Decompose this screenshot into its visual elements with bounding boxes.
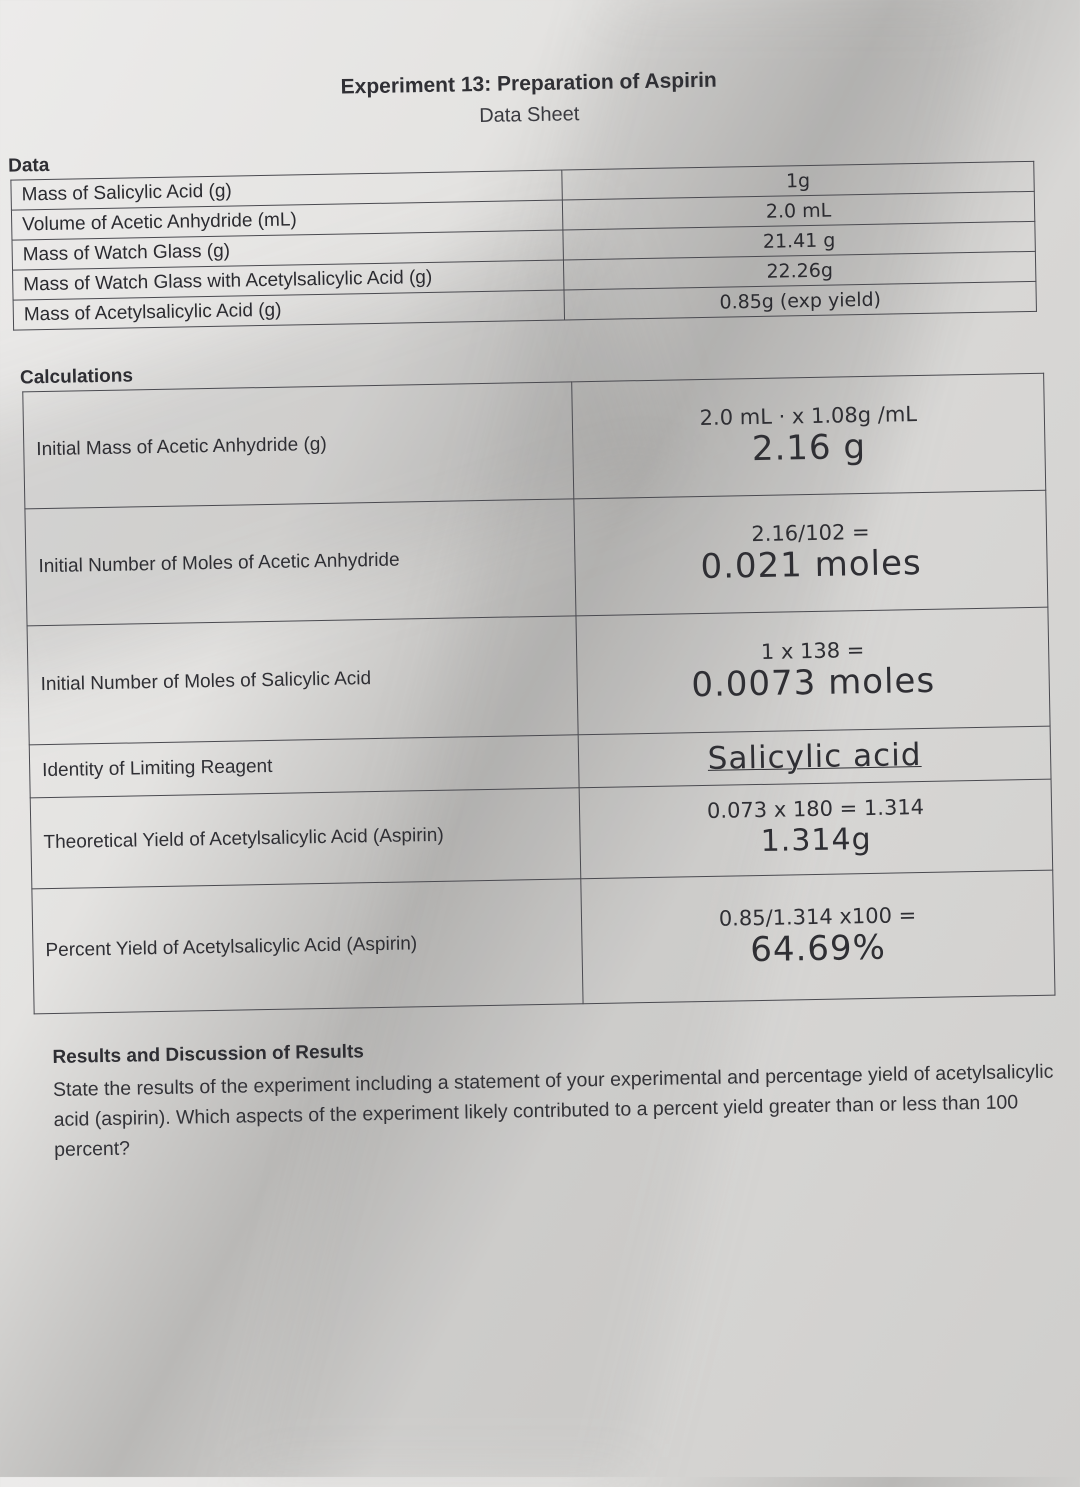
handwritten-stack (590, 793, 1042, 865)
row-label: Volume of Acetic Anhydride (mL) (11, 200, 562, 240)
calculations-table (22, 373, 1055, 1015)
table-row (23, 373, 1046, 509)
results-section (52, 1028, 1074, 1165)
handwritten-work: 0.073 x 180 = 1.314 (706, 794, 925, 823)
header (289, 68, 770, 132)
handwritten-value: 0.85g (exp yield) (564, 281, 1036, 320)
handwritten-cell (579, 779, 1053, 879)
handwritten-result: 0.0073 moles (690, 660, 936, 706)
table-row (27, 607, 1050, 745)
handwritten-cell (572, 373, 1046, 499)
handwritten-cell (581, 870, 1055, 1004)
row-label: Mass of Salicylic Acid (g) (11, 170, 562, 210)
row-label: Percent Yield of Acetylsalicylic Acid (Aspirin) (32, 879, 583, 1014)
handwritten-result: 2.16 g (751, 426, 867, 470)
handwritten-value: 21.41 g (563, 221, 1035, 260)
row-label: Initial Mass of Acetic Anhydride (g) (23, 382, 574, 509)
handwritten-work: 1 x 138 = (760, 638, 865, 664)
row-label: Identity of Limiting Reagent (29, 735, 579, 798)
data-table (10, 161, 1037, 331)
row-label: Mass of Watch Glass (g) (12, 230, 563, 270)
data-section-label: Data (7, 154, 50, 177)
handwritten-work: 2.16/102 = (751, 519, 870, 547)
handwritten-result: Salicylic acid (578, 726, 1051, 788)
handwritten-work: 2.0 mL · x 1.08g /mL (699, 402, 918, 431)
row-label: Theoretical Yield of Acetylsalicylic Acid (Aspirin) (30, 788, 581, 889)
handwritten-result: 0.021 moles (700, 542, 922, 588)
handwritten-stack (592, 901, 1044, 973)
handwritten-stack (587, 635, 1039, 707)
row-label: Initial Number of Moles of Acetic Anhydride (25, 499, 576, 626)
calc-section-label: Calculations (19, 365, 134, 389)
handwritten-value: 2.0 mL (562, 191, 1034, 230)
table-row (32, 870, 1055, 1014)
handwritten-result: 1.314g (760, 821, 872, 859)
results-instructions: State the results of the experiment including a statement of your experimental and percentage yield of acetylsalicylic acid (aspirin). Which aspects of the experiment likely contributed to a percent yield greater than or less than 100 percent? (52, 1060, 1054, 1161)
results-title: Results and Discussion of Results (52, 1041, 365, 1068)
handwritten-result: 64.69% (749, 927, 887, 971)
handwritten-value: 22.26g (563, 251, 1035, 290)
handwritten-stack (585, 517, 1037, 589)
table-row (25, 490, 1048, 626)
handwritten-stack (583, 400, 1035, 472)
handwritten-work: 0.85/1.314 x100 = (718, 903, 917, 931)
page-subtitle: Data Sheet (479, 103, 580, 128)
handwritten-cell (574, 490, 1048, 616)
handwritten-value: 1g (562, 161, 1034, 200)
row-label: Initial Number of Moles of Salicylic Acid (27, 616, 578, 745)
row-label: Mass of Watch Glass with Acetylsalicylic Acid (g) (13, 260, 564, 300)
handwritten-cell (576, 607, 1050, 735)
row-label: Mass of Acetylsalicylic Acid (g) (13, 290, 564, 330)
page-title: Experiment 13: Preparation of Aspirin (340, 68, 717, 99)
